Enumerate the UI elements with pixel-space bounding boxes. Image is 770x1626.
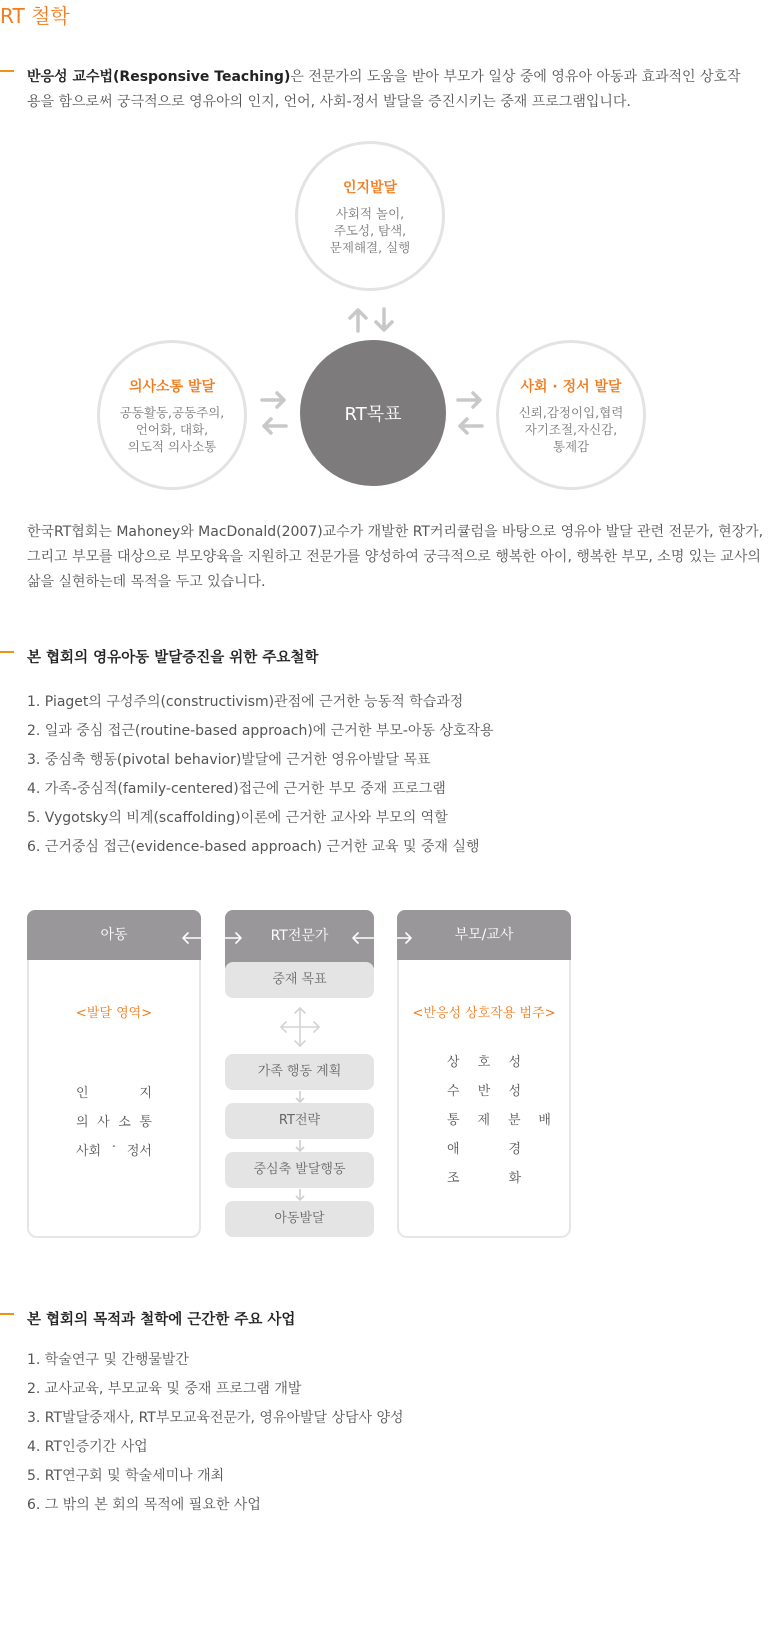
expert-step-pill: RT전략	[225, 1103, 374, 1139]
grid-char: ·	[111, 1140, 117, 1155]
list-item: 3. 중심축 행동(pivotal behavior)발달에 근거한 영유아발달 목표	[27, 752, 431, 768]
grid-char: 조	[447, 1171, 460, 1186]
down-arrow-icon	[294, 1188, 306, 1202]
expert-step-pill: 가족 행동 계획	[225, 1054, 374, 1090]
parent-box-title: 부모/교사	[454, 927, 514, 943]
grid-char: 애	[447, 1142, 460, 1157]
four-way-arrows-icon	[278, 1005, 322, 1049]
child-area-row	[76, 1111, 152, 1130]
grid-char: 화	[508, 1171, 521, 1186]
grid-char: 성	[508, 1084, 521, 1099]
philosophy-list	[27, 688, 494, 862]
goal-circle-desc: 신뢰,감정이입,협력 자기조절,자신감, 통제감	[518, 404, 624, 454]
list-item: 3. RT발달중재사, RT부모교육전문가, 영유아발달 상담사 양성	[27, 1410, 404, 1426]
grid-char: 성	[508, 1055, 521, 1070]
intro-bold-term: 반응성 교수법(Responsive Teaching)	[27, 69, 291, 85]
list-item: 1. 학술연구 및 간행물발간	[27, 1352, 189, 1368]
grid-char: 통	[139, 1115, 152, 1130]
goal-circle-title: 의사소통 발달	[128, 378, 216, 395]
parent-box-subtitle: <반응성 상호작용 범주>	[412, 1006, 556, 1021]
goal-circle-cognitive	[295, 141, 445, 291]
grid-char: 통	[447, 1113, 460, 1128]
section-marker	[0, 1313, 14, 1315]
left-right-arrows-icon	[454, 388, 486, 438]
grid-char: 배	[538, 1113, 551, 1128]
expert-step-pill: 아동발달	[225, 1201, 374, 1237]
list-item: 6. 그 밖의 본 회의 목적에 필요한 사업	[27, 1497, 261, 1513]
goal-circle-desc: 공동활동,공동주의, 언어화, 대화, 의도적 의사소통	[119, 404, 225, 454]
double-arrow-icon	[180, 928, 246, 948]
grid-char: 수	[447, 1084, 460, 1099]
business-heading: 본 협회의 목적과 철학에 근간한 주요 사업	[27, 1312, 296, 1328]
page-title: RT 철학	[0, 4, 70, 28]
goal-circle-social-emotional	[496, 340, 646, 490]
interaction-category-row	[447, 1109, 551, 1128]
business-list	[27, 1346, 404, 1520]
section-marker	[0, 70, 14, 72]
goal-circle-title: 인지발달	[342, 179, 398, 196]
intro-paragraph	[27, 65, 747, 115]
grid-char: 상	[447, 1055, 460, 1070]
list-item: 1. Piaget의 구성주의(constructivism)관점에 근거한 능동적 학습과정	[27, 694, 464, 710]
list-item: 4. RT인증기간 사업	[27, 1439, 148, 1455]
child-box-subtitle: <발달 영역>	[75, 1006, 153, 1021]
child-area-row	[76, 1140, 152, 1159]
intro-text: 은 전문가의 도움을 받아 부모가 일상 중에 영유아 아동과 효과적인 상호작용을 함으로써 궁극적으로 영유아의 인지, 언어, 사회-정서 발달을 증진시키는 중재 프로그램입니다.	[27, 69, 741, 110]
child-area-row	[76, 1082, 152, 1101]
child-box-title: 아동	[100, 927, 128, 943]
mission-paragraph: 한국RT협회는 Mahoney와 MacDonald(2007)교수가 개발한 RT커리큘럼을 바탕으로 영유아 발달 관련 전문가, 현장가, 그리고 부모를 대상으로 부모양육을 지원하고 전문가를 양성하여 궁극적으로 행복한 아이, 행복한 부모, 소명 있는 교사의 삶을 실현하는데 목적을 두고 있습니다.	[27, 524, 764, 590]
parent-box-header	[397, 910, 571, 960]
interaction-category-row	[447, 1167, 521, 1186]
grid-char: 지	[139, 1086, 152, 1101]
down-arrow-icon	[294, 1139, 306, 1153]
list-item: 2. 교사교육, 부모교육 및 중재 프로그램 개발	[27, 1381, 302, 1397]
interaction-category-row	[447, 1138, 521, 1157]
list-item: 2. 일과 중심 접근(routine-based approach)에 근거한 부모-아동 상호작용	[27, 723, 494, 739]
up-down-arrows-icon	[340, 305, 400, 335]
grid-char: 정서	[126, 1144, 152, 1159]
down-arrow-icon	[294, 1090, 306, 1104]
grid-char: 의	[76, 1115, 89, 1130]
section-marker	[0, 651, 14, 653]
list-item: 5. Vygotsky의 비계(scaffolding)이론에 근거한 교사와 부모의 역할	[27, 810, 448, 826]
grid-char: 제	[477, 1113, 491, 1128]
interaction-category-row	[447, 1080, 521, 1099]
list-item: 6. 근거중심 접근(evidence-based approach) 근거한 교육 및 중재 실행	[27, 839, 480, 855]
grid-char: 호	[477, 1055, 491, 1070]
expert-step-pill: 중재 목표	[225, 962, 374, 998]
grid-char: 사회	[76, 1144, 102, 1159]
philosophy-heading: 본 협회의 영유아동 발달증진을 위한 주요철학	[27, 650, 319, 666]
expert-box-title: RT전문가	[270, 928, 329, 944]
goal-circle-communication	[97, 340, 247, 490]
grid-char: 경	[508, 1142, 521, 1157]
list-item: 5. RT연구회 및 학술세미나 개최	[27, 1468, 225, 1484]
grid-char: 사	[97, 1115, 110, 1130]
grid-char: 반	[477, 1084, 491, 1099]
goal-circle-desc: 사회적 놀이, 주도성, 탐색, 문제해결, 실행	[329, 205, 411, 255]
interaction-category-row	[447, 1051, 521, 1070]
grid-char: 분	[507, 1113, 521, 1128]
grid-char: 인	[76, 1086, 89, 1101]
expert-step-pill: 중심축 발달행동	[225, 1152, 374, 1188]
list-item: 4. 가족-중심적(family-centered)접근에 근거한 부모 중재 프로그램	[27, 781, 446, 797]
double-arrow-icon	[350, 928, 416, 948]
goal-circle-title: 사회 · 정서 발달	[520, 378, 622, 395]
grid-char: 소	[118, 1115, 131, 1130]
left-right-arrows-icon	[258, 388, 290, 438]
child-box-header	[27, 910, 201, 960]
goal-center-circle	[300, 340, 446, 486]
goal-center-label: RT목표	[344, 404, 402, 425]
